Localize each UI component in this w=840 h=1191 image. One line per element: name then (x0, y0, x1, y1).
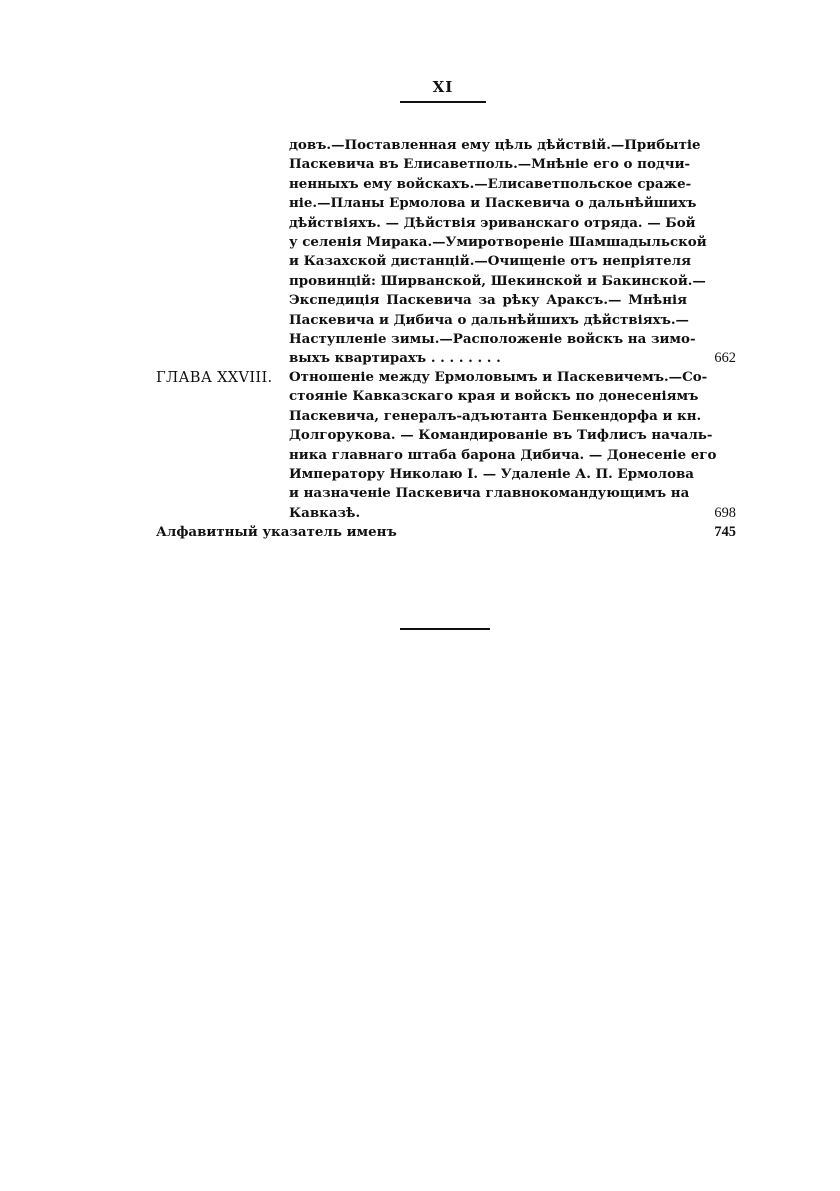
toc-line: провинцій: Ширванской, Шекинской и Бакинской.— (289, 272, 706, 289)
toc-line: Паскевича, генералъ-адъютанта Бенкендорфа и кн. (289, 407, 702, 424)
toc-line: дѣйствіяхъ. — Дѣйствія эриванскаго отряда. — Бой (289, 214, 696, 231)
toc-page-number-698: 698 (714, 505, 736, 521)
toc-line: довъ.—Поставленная ему цѣль дѣйствій.—Прибытіе (289, 137, 701, 153)
bottom-rule (400, 628, 490, 630)
toc-line: Наступленіе зимы.—Расположеніе войскъ на зимо- (289, 331, 696, 348)
toc-line: Экспедиція Паскевича за рѣку Араксъ.— Мнѣнія (289, 292, 687, 309)
toc-line: Долгорукова. — Командированіе въ Тифлисъ началь- (289, 427, 713, 444)
toc-line: Паскевича и Дибича о дальнѣйшихъ дѣйствіяхъ.— (289, 311, 689, 328)
toc-line: ніе.—Планы Ермолова и Паскевича о дальнѣйшихъ (289, 195, 697, 212)
toc-line: Отношеніе между Ермоловымъ и Паскевичемъ.—Со- (289, 369, 708, 385)
page-number: XI (432, 78, 454, 96)
top-rule (400, 101, 486, 103)
toc-line: у селенія Мирака.—Умиротвореніе Шамшадыльской (289, 234, 707, 251)
toc-line: Императору Николаю I. — Удаленіе А. П. Ермолова (289, 466, 694, 483)
index-entry-label: Алфавитный указатель именъ (156, 524, 397, 540)
toc-line: ненныхъ ему войскахъ.—Елисаветпольское сраже- (289, 175, 692, 192)
toc-line: стояніе Кавказскаго края и войскъ по донесеніямъ (289, 388, 699, 405)
toc-line: Кавказѣ. (289, 504, 361, 521)
toc-page-number-745: 745 (714, 524, 736, 540)
toc-page-number-662: 662 (714, 350, 736, 366)
chapter-28-label: ГЛАВА XXVIII. (156, 369, 273, 386)
toc-chapter-28-entry (289, 368, 717, 523)
toc-continued-entry (289, 136, 707, 369)
toc-line: и назначеніе Паскевича главнокомандующимъ на (289, 485, 690, 502)
toc-line: выхъ квартирахъ . . . . . . . . (289, 350, 501, 367)
toc-line: ника главнаго штаба барона Дибича. — Донесеніе его (289, 446, 717, 463)
toc-line: и Казахской дистанцій.—Очищеніе отъ непріятеля (289, 253, 692, 270)
toc-line: Паскевича въ Елисаветполь.—Мнѣніе его о подчи- (289, 156, 691, 173)
